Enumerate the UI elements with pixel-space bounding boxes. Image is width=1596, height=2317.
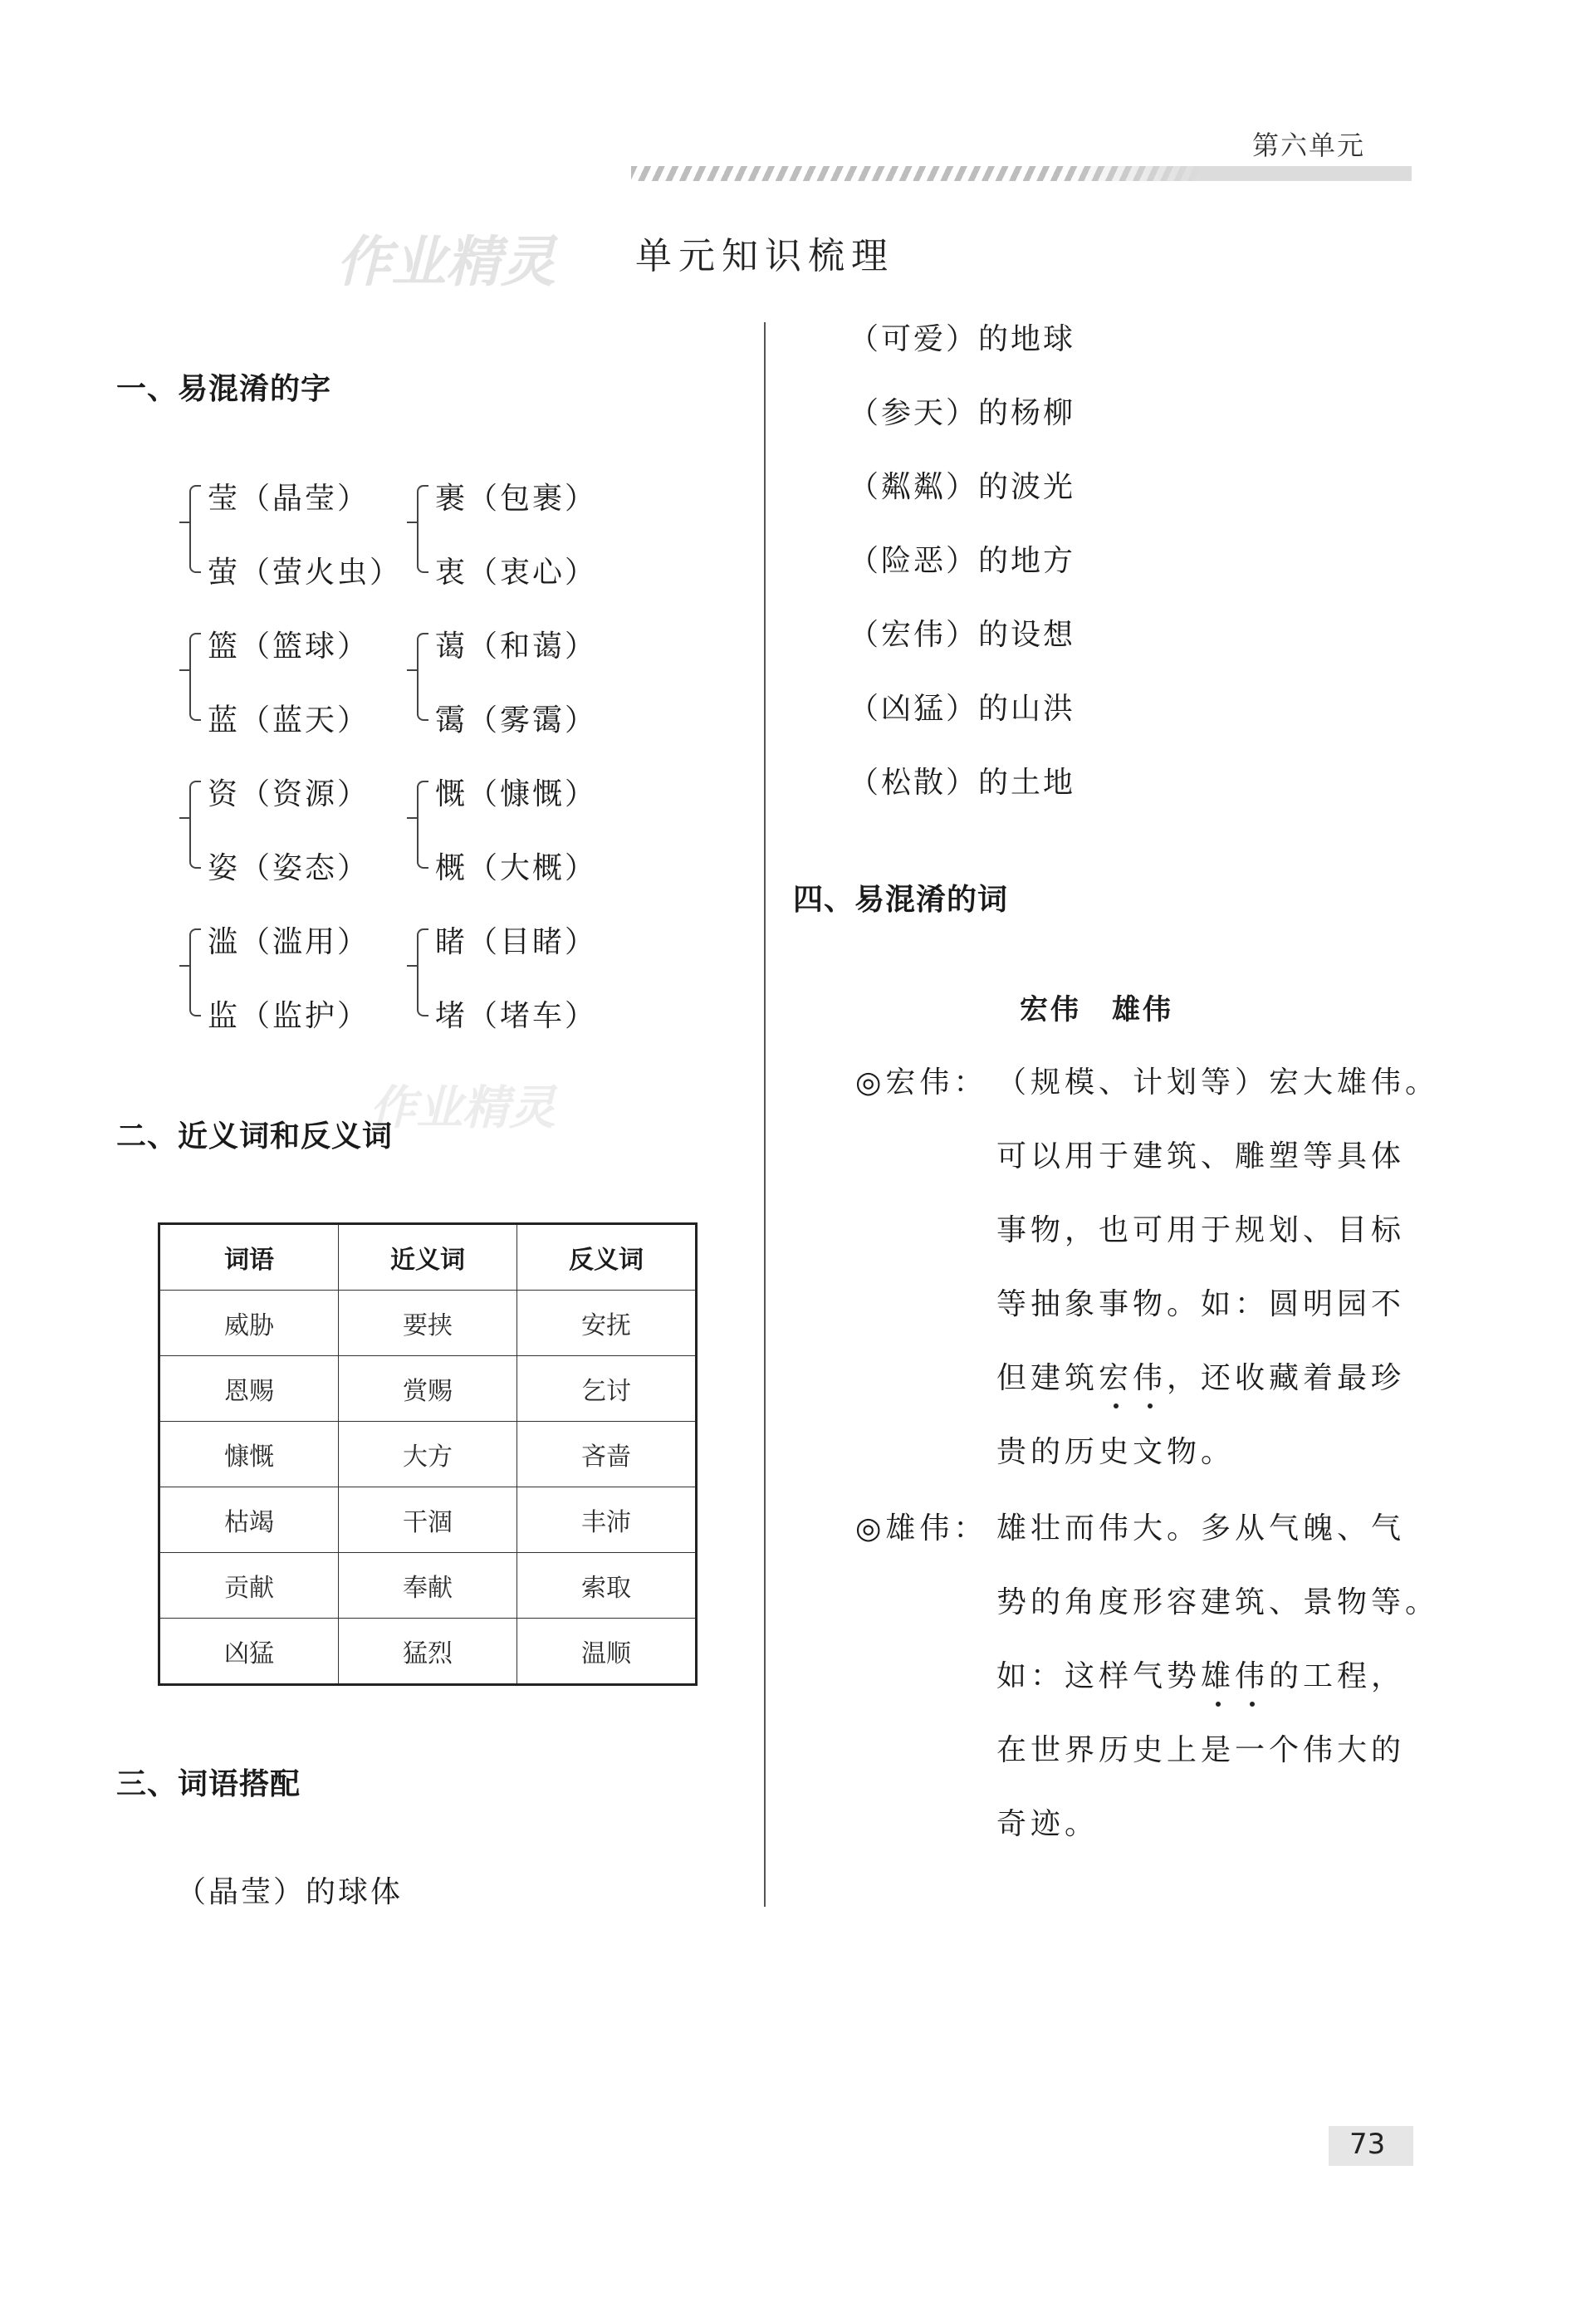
definition-line (996, 1354, 1405, 1397)
brace-icon (189, 485, 201, 573)
text-segment: 但建筑 (996, 1361, 1099, 1395)
char-item: 萤（萤火虫） (208, 556, 403, 590)
word-pair-title: 宏伟 雄伟 (1020, 993, 1173, 1026)
char-item: 衷（衷心） (435, 556, 598, 590)
brace-icon (417, 928, 428, 1016)
table-header-row (159, 1224, 697, 1291)
table-cell: 温顺 (517, 1619, 697, 1685)
char-item: 滥（滥用） (208, 925, 370, 959)
page-title: 单元知识梳理 (635, 235, 894, 277)
collocation-item: （晶莹）的球体 (176, 1875, 404, 1909)
table-cell: 凶猛 (159, 1619, 339, 1685)
definition-line (996, 1653, 1405, 1695)
emphasized-char: 伟 (1235, 1653, 1269, 1695)
char-item: 蔼（和蔼） (435, 629, 598, 664)
header-decorative-bar (631, 166, 1412, 181)
definition-label: ◎宏伟： (855, 1065, 988, 1100)
char-item: 姿（姿态） (208, 851, 370, 885)
definition-line: 事物，也可用于规划、目标 (996, 1213, 1406, 1247)
section-heading-synonyms: 二、近义词和反义词 (116, 1119, 394, 1154)
brace-icon (417, 633, 428, 721)
table-cell: 丰沛 (517, 1487, 697, 1553)
table-cell: 猛烈 (339, 1619, 517, 1685)
definition-line: （规模、计划等）宏大雄伟。 (996, 1065, 1440, 1100)
table-row (159, 1553, 697, 1619)
table-cell: 吝啬 (517, 1422, 697, 1487)
char-item: 概（大概） (435, 851, 598, 885)
emphasized-char: 伟 (1133, 1354, 1167, 1397)
page-number: 73 (1349, 2128, 1386, 2161)
definition-line: 奇迹。 (996, 1807, 1099, 1841)
text-segment: 如：这样气势 (996, 1659, 1202, 1693)
char-item: 资（资源） (208, 777, 370, 811)
watermark-logo: 作业精灵 (336, 230, 556, 294)
table-cell: 恩赐 (159, 1356, 339, 1422)
definition-line: 贵的历史文物。 (996, 1435, 1236, 1469)
table-cell: 奉献 (339, 1553, 517, 1619)
table-cell: 慷慨 (159, 1422, 339, 1487)
emphasized-char: 雄 (1201, 1653, 1235, 1695)
column-divider (764, 322, 766, 1907)
text-segment: 的工程， (1269, 1659, 1406, 1693)
table-row (159, 1422, 697, 1487)
char-item: 莹（晶莹） (208, 482, 370, 516)
definition-line: 势的角度形容建筑、景物等。 (996, 1585, 1440, 1619)
char-item: 慨（慷慨） (435, 777, 598, 811)
definition-line: 雄壮而伟大。多从气魄、气 (996, 1511, 1406, 1545)
brace-icon (189, 781, 201, 869)
table-row (159, 1291, 697, 1356)
brace-icon (189, 633, 201, 721)
watermark-logo: 作业精灵 (370, 1081, 556, 1135)
brace-icon (417, 781, 428, 869)
definition-line: 在世界历史上是一个伟大的 (996, 1733, 1406, 1767)
table-cell: 赏赐 (339, 1356, 517, 1422)
char-item: 蓝（蓝天） (208, 703, 370, 737)
table-cell: 枯竭 (159, 1487, 339, 1553)
collocation-item: （凶猛）的山洪 (849, 692, 1076, 726)
section-heading-confusing-chars: 一、易混淆的字 (116, 372, 332, 406)
section-heading-confusing-words: 四、易混淆的词 (793, 883, 1009, 917)
brace-icon (189, 928, 201, 1016)
table-row (159, 1619, 697, 1685)
text-segment: ，还收藏着最珍 (1167, 1361, 1406, 1395)
table-row (159, 1487, 697, 1553)
table-cell: 安抚 (517, 1291, 697, 1356)
table-cell: 要挟 (339, 1291, 517, 1356)
unit-label: 第六单元 (1252, 130, 1366, 161)
collocation-item: （粼粼）的波光 (849, 470, 1076, 504)
table-cell: 乞讨 (517, 1356, 697, 1422)
emphasized-char: 宏 (1099, 1354, 1133, 1397)
table-row (159, 1356, 697, 1422)
table-header: 词语 (159, 1224, 339, 1291)
table-header: 反义词 (517, 1224, 697, 1291)
brace-icon (417, 485, 428, 573)
table-cell: 贡献 (159, 1553, 339, 1619)
section-heading-collocations: 三、词语搭配 (116, 1767, 301, 1801)
char-item: 堵（堵车） (435, 999, 598, 1033)
definition-label: ◎雄伟： (855, 1511, 988, 1545)
collocation-item: （险恶）的地方 (849, 544, 1076, 578)
char-item: 篮（篮球） (208, 629, 370, 664)
table-cell: 索取 (517, 1553, 697, 1619)
char-item: 裹（包裹） (435, 482, 598, 516)
table-header: 近义词 (339, 1224, 517, 1291)
table-cell: 威胁 (159, 1291, 339, 1356)
collocation-item: （松散）的土地 (849, 766, 1076, 800)
char-item: 霭（雾霭） (435, 703, 598, 737)
definition-line: 等抽象事物。如：圆明园不 (996, 1287, 1406, 1321)
synonym-antonym-table (158, 1222, 698, 1686)
collocation-item: （可爱）的地球 (849, 322, 1076, 356)
char-item: 监（监护） (208, 999, 370, 1033)
char-item: 睹（目睹） (435, 925, 598, 959)
definition-line: 可以用于建筑、雕塑等具体 (996, 1139, 1406, 1173)
collocation-item: （参天）的杨柳 (849, 396, 1076, 430)
table-cell: 大方 (339, 1422, 517, 1487)
collocation-item: （宏伟）的设想 (849, 618, 1076, 652)
table-cell: 干涸 (339, 1487, 517, 1553)
